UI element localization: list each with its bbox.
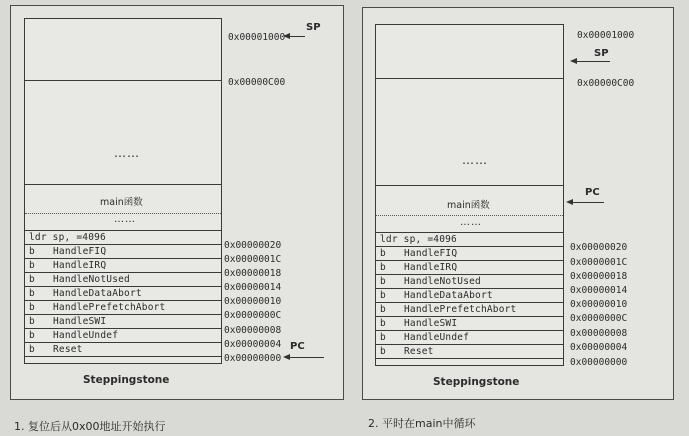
ldr-text: ldr sp, =4096	[29, 232, 106, 243]
addr-top: 0x00001000	[228, 32, 286, 43]
vector-row	[376, 316, 563, 330]
addr-1c: 0x0000001C	[570, 257, 628, 268]
handler-name: HandleSWI	[404, 318, 458, 329]
pc-label-left: PC	[290, 341, 305, 352]
pc-arrow-line	[572, 202, 604, 203]
sp-arrow-line	[289, 36, 305, 37]
main-top-divider	[25, 184, 221, 185]
vector-row	[25, 314, 221, 328]
caption-left: 1. 复位后从0x00地址开始执行	[14, 420, 166, 433]
handler-name: HandleDataAbort	[404, 290, 493, 301]
main-label: main函数	[447, 200, 490, 211]
top-divider	[25, 80, 221, 81]
addr-c00: 0x00000C00	[228, 77, 286, 88]
handler-name: HandleUndef	[404, 332, 470, 343]
handler-name: HandleFIQ	[53, 246, 107, 257]
branch-op: b	[29, 246, 35, 257]
handler-name: HandleIRQ	[404, 262, 458, 273]
branch-op: b	[380, 318, 386, 329]
handler-name: HandleSWI	[53, 316, 107, 327]
branch-op: b	[380, 346, 386, 357]
addr-18: 0x00000018	[224, 268, 282, 279]
handler-name: HandleNotUsed	[404, 276, 481, 287]
sp-label-right: SP	[594, 48, 609, 59]
vector-row	[376, 330, 563, 344]
handler-name: HandleDataAbort	[53, 288, 142, 299]
ldr-row	[25, 230, 221, 244]
addr-08: 0x00000008	[224, 325, 282, 336]
addr-18: 0x00000018	[570, 271, 628, 282]
branch-op: b	[380, 248, 386, 259]
main-top-divider	[376, 185, 563, 186]
right-memory-block	[375, 24, 564, 366]
handler-name: Reset	[53, 344, 83, 355]
ldr-text: ldr sp, =4096	[380, 234, 457, 245]
addr-04: 0x00000004	[224, 339, 282, 350]
addr-c00: 0x00000C00	[577, 78, 635, 89]
steppingstone-label: Steppingstone	[433, 376, 520, 388]
branch-op: b	[380, 290, 386, 301]
vector-row	[376, 302, 563, 316]
dots-big: ……	[462, 153, 488, 167]
handler-name: HandlePrefetchAbort	[404, 304, 517, 315]
handler-name: HandleIRQ	[53, 260, 107, 271]
branch-op: b	[380, 304, 386, 315]
dots-small: ……	[114, 214, 136, 225]
dots-small: ……	[460, 217, 482, 228]
main-label: main函数	[100, 197, 143, 208]
addr-08: 0x00000008	[570, 328, 628, 339]
addr-00: 0x00000000	[224, 353, 282, 364]
branch-op: b	[29, 330, 35, 341]
addr-00: 0x00000000	[570, 357, 628, 368]
pc-label-right: PC	[585, 187, 600, 198]
dots-big: ……	[114, 146, 140, 160]
addr-04: 0x00000004	[570, 342, 628, 353]
top-divider	[376, 78, 563, 79]
branch-op: b	[380, 276, 386, 287]
main-bottom-dotted	[376, 215, 563, 216]
vector-row	[376, 274, 563, 288]
vector-row	[376, 344, 563, 358]
handler-name: HandlePrefetchAbort	[53, 302, 166, 313]
vector-row	[25, 328, 221, 342]
rows-bottom	[25, 356, 221, 357]
pc-arrow-line	[289, 357, 324, 358]
branch-op: b	[29, 274, 35, 285]
vector-row	[25, 300, 221, 314]
left-memory-block	[24, 18, 222, 364]
addr-10: 0x00000010	[570, 299, 628, 310]
branch-op: b	[380, 262, 386, 273]
rows-bottom	[376, 358, 563, 359]
addr-10: 0x00000010	[224, 296, 282, 307]
vector-row	[25, 272, 221, 286]
addr-top: 0x00001000	[577, 30, 635, 41]
addr-20: 0x00000020	[224, 240, 282, 251]
sp-label-left: SP	[306, 22, 321, 33]
vector-row	[25, 258, 221, 272]
sp-arrow-line	[576, 61, 610, 62]
addr-1c: 0x0000001C	[224, 254, 282, 265]
addr-14: 0x00000014	[570, 285, 628, 296]
addr-0c: 0x0000000C	[224, 310, 282, 321]
addr-14: 0x00000014	[224, 282, 282, 293]
branch-op: b	[29, 316, 35, 327]
vector-row	[376, 246, 563, 260]
handler-name: HandleNotUsed	[53, 274, 130, 285]
ldr-row	[376, 232, 563, 246]
vector-row	[376, 288, 563, 302]
branch-op: b	[380, 332, 386, 343]
addr-0c: 0x0000000C	[570, 313, 628, 324]
steppingstone-label: Steppingstone	[83, 374, 170, 386]
handler-name: Reset	[404, 346, 434, 357]
vector-row	[376, 260, 563, 274]
addr-20: 0x00000020	[570, 242, 628, 253]
caption-right: 2. 平时在main中循环	[368, 417, 476, 430]
vector-row	[25, 286, 221, 300]
branch-op: b	[29, 260, 35, 271]
vector-row	[25, 342, 221, 356]
branch-op: b	[29, 288, 35, 299]
branch-op: b	[29, 302, 35, 313]
branch-op: b	[29, 344, 35, 355]
handler-name: HandleUndef	[53, 330, 119, 341]
handler-name: HandleFIQ	[404, 248, 458, 259]
vector-row	[25, 244, 221, 258]
